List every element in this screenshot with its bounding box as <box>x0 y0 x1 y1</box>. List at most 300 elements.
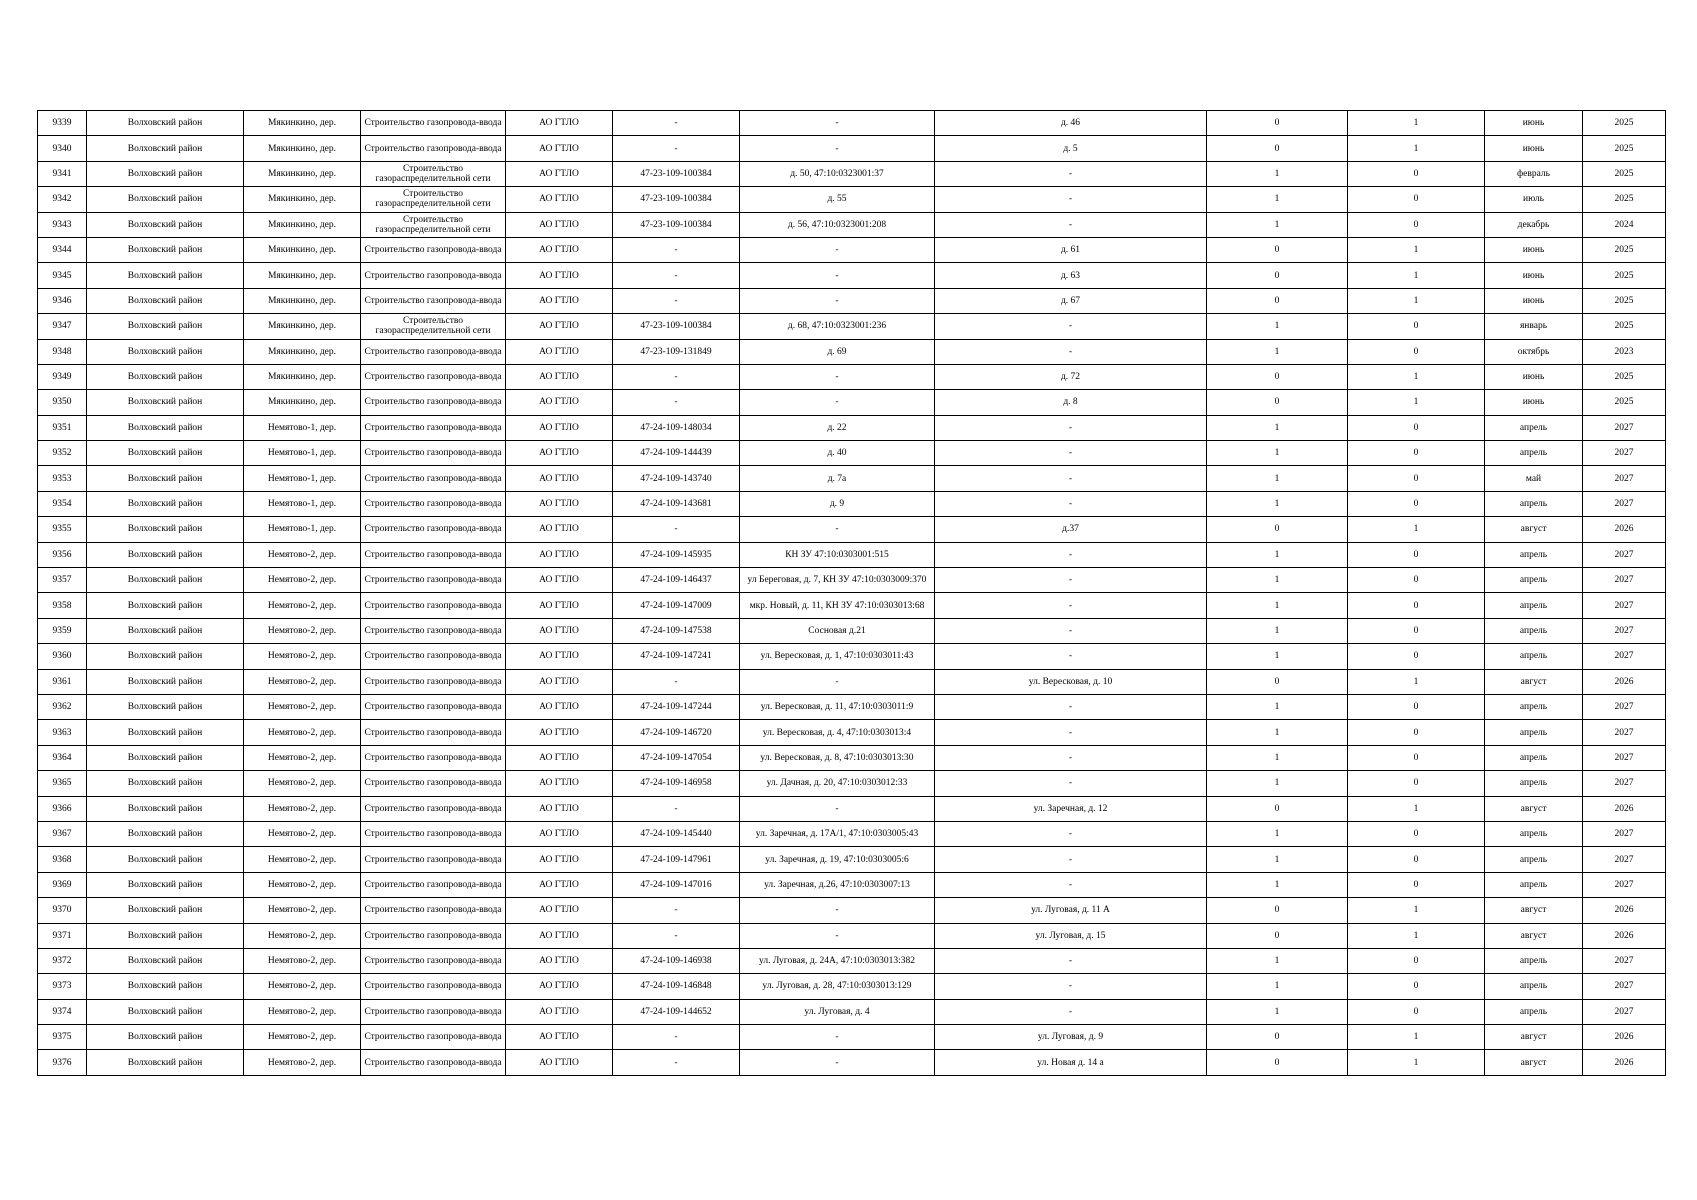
table-row <box>38 415 1666 440</box>
count-b-cell: 0 <box>1348 999 1485 1024</box>
object-cell: ул. Заречная, д.26, 47:10:0303007:13 <box>740 872 935 897</box>
count-a-cell: 1 <box>1207 644 1348 669</box>
year-cell: 2026 <box>1583 1025 1666 1050</box>
count-b-cell: 1 <box>1348 517 1485 542</box>
month-cell: август <box>1485 1025 1583 1050</box>
address-cell: д. 5 <box>935 136 1207 161</box>
work-type-cell: Строительство газопровода-ввода <box>361 821 506 846</box>
count-b-cell: 1 <box>1348 669 1485 694</box>
work-type-cell: Строительство газопровода-ввода <box>361 136 506 161</box>
organization-cell: АО ГТЛО <box>506 415 613 440</box>
row-number-cell: 9343 <box>38 212 87 237</box>
row-number-cell: 9339 <box>38 111 87 136</box>
row-number-cell: 9374 <box>38 999 87 1024</box>
table-row <box>38 390 1666 415</box>
work-type-cell: Строительство газопровода-ввода <box>361 415 506 440</box>
object-cell: - <box>740 1050 935 1075</box>
address-cell: д. 67 <box>935 288 1207 313</box>
object-cell: ул. Заречная, д. 19, 47:10:0303005:6 <box>740 847 935 872</box>
organization-cell: АО ГТЛО <box>506 491 613 516</box>
district-cell: Волховский район <box>87 1050 244 1075</box>
month-cell: апрель <box>1485 491 1583 516</box>
row-number-cell: 9347 <box>38 314 87 339</box>
organization-cell: АО ГТЛО <box>506 517 613 542</box>
row-number-cell: 9366 <box>38 796 87 821</box>
row-number-cell: 9372 <box>38 948 87 973</box>
month-cell: август <box>1485 923 1583 948</box>
work-type-cell: Строительство газопровода-ввода <box>361 898 506 923</box>
month-cell: апрель <box>1485 999 1583 1024</box>
year-cell: 2025 <box>1583 364 1666 389</box>
address-cell: - <box>935 948 1207 973</box>
work-type-cell: Строительство газопровода-ввода <box>361 390 506 415</box>
object-cell: д. 22 <box>740 415 935 440</box>
district-cell: Волховский район <box>87 466 244 491</box>
table-row <box>38 568 1666 593</box>
table-row <box>38 847 1666 872</box>
month-cell: июнь <box>1485 136 1583 161</box>
count-a-cell: 0 <box>1207 111 1348 136</box>
locality-cell: Мякинкино, дер. <box>244 161 361 186</box>
district-cell: Волховский район <box>87 720 244 745</box>
request-number-cell: - <box>613 923 740 948</box>
work-type-cell: Строительство газопровода-ввода <box>361 593 506 618</box>
object-cell: ул. Вересковая, д. 8, 47:10:0303013:30 <box>740 745 935 770</box>
request-number-cell: 47-23-109-100384 <box>613 161 740 186</box>
count-a-cell: 0 <box>1207 136 1348 161</box>
year-cell: 2027 <box>1583 491 1666 516</box>
year-cell: 2023 <box>1583 339 1666 364</box>
address-cell: - <box>935 745 1207 770</box>
count-a-cell: 0 <box>1207 364 1348 389</box>
count-b-cell: 0 <box>1348 745 1485 770</box>
month-cell: апрель <box>1485 872 1583 897</box>
month-cell: апрель <box>1485 644 1583 669</box>
work-type-cell: Строительство газопровода-ввода <box>361 872 506 897</box>
work-type-cell: Строительство газопровода-ввода <box>361 441 506 466</box>
work-type-cell: Строительство газораспределительной сети <box>361 314 506 339</box>
count-b-cell: 0 <box>1348 644 1485 669</box>
object-cell: - <box>740 263 935 288</box>
month-cell: август <box>1485 898 1583 923</box>
year-cell: 2026 <box>1583 517 1666 542</box>
count-a-cell: 0 <box>1207 288 1348 313</box>
work-type-cell: Строительство газопровода-ввода <box>361 568 506 593</box>
locality-cell: Мякинкино, дер. <box>244 111 361 136</box>
district-cell: Волховский район <box>87 339 244 364</box>
organization-cell: АО ГТЛО <box>506 339 613 364</box>
locality-cell: Мякинкино, дер. <box>244 136 361 161</box>
year-cell: 2027 <box>1583 694 1666 719</box>
table-row <box>38 212 1666 237</box>
address-cell: - <box>935 999 1207 1024</box>
count-b-cell: 0 <box>1348 187 1485 212</box>
locality-cell: Немятово-2, дер. <box>244 618 361 643</box>
month-cell: декабрь <box>1485 212 1583 237</box>
year-cell: 2026 <box>1583 669 1666 694</box>
year-cell: 2027 <box>1583 999 1666 1024</box>
request-number-cell: 47-23-109-100384 <box>613 187 740 212</box>
address-cell: - <box>935 542 1207 567</box>
request-number-cell: - <box>613 898 740 923</box>
table-row <box>38 821 1666 846</box>
district-cell: Волховский район <box>87 669 244 694</box>
locality-cell: Немятово-2, дер. <box>244 694 361 719</box>
year-cell: 2025 <box>1583 263 1666 288</box>
organization-cell: АО ГТЛО <box>506 593 613 618</box>
address-cell: - <box>935 491 1207 516</box>
row-number-cell: 9346 <box>38 288 87 313</box>
organization-cell: АО ГТЛО <box>506 237 613 262</box>
request-number-cell: - <box>613 1025 740 1050</box>
object-cell: д. 55 <box>740 187 935 212</box>
locality-cell: Немятово-2, дер. <box>244 1050 361 1075</box>
organization-cell: АО ГТЛО <box>506 948 613 973</box>
month-cell: июнь <box>1485 237 1583 262</box>
organization-cell: АО ГТЛО <box>506 847 613 872</box>
district-cell: Волховский район <box>87 745 244 770</box>
organization-cell: АО ГТЛО <box>506 568 613 593</box>
work-type-cell: Строительство газопровода-ввода <box>361 923 506 948</box>
locality-cell: Немятово-1, дер. <box>244 466 361 491</box>
object-cell: - <box>740 1025 935 1050</box>
locality-cell: Немятово-1, дер. <box>244 415 361 440</box>
row-number-cell: 9363 <box>38 720 87 745</box>
count-b-cell: 0 <box>1348 618 1485 643</box>
work-type-cell: Строительство газораспределительной сети <box>361 212 506 237</box>
request-number-cell: - <box>613 796 740 821</box>
month-cell: август <box>1485 1050 1583 1075</box>
table-row <box>38 187 1666 212</box>
count-a-cell: 0 <box>1207 898 1348 923</box>
address-cell: - <box>935 161 1207 186</box>
row-number-cell: 9350 <box>38 390 87 415</box>
count-a-cell: 1 <box>1207 314 1348 339</box>
address-cell: д. 61 <box>935 237 1207 262</box>
month-cell: июнь <box>1485 111 1583 136</box>
count-b-cell: 0 <box>1348 720 1485 745</box>
table-row <box>38 694 1666 719</box>
row-number-cell: 9349 <box>38 364 87 389</box>
year-cell: 2027 <box>1583 593 1666 618</box>
object-cell: Сосновая д.21 <box>740 618 935 643</box>
organization-cell: АО ГТЛО <box>506 466 613 491</box>
count-b-cell: 0 <box>1348 441 1485 466</box>
month-cell: апрель <box>1485 771 1583 796</box>
month-cell: апрель <box>1485 441 1583 466</box>
row-number-cell: 9369 <box>38 872 87 897</box>
row-number-cell: 9359 <box>38 618 87 643</box>
address-cell: ул. Вересковая, д. 10 <box>935 669 1207 694</box>
organization-cell: АО ГТЛО <box>506 390 613 415</box>
address-cell: ул. Луговая, д. 9 <box>935 1025 1207 1050</box>
district-cell: Волховский район <box>87 974 244 999</box>
month-cell: июнь <box>1485 390 1583 415</box>
object-cell: мкр. Новый, д. 11, КН ЗУ 47:10:0303013:68 <box>740 593 935 618</box>
district-cell: Волховский район <box>87 111 244 136</box>
object-cell: д. 50, 47:10:0323001:37 <box>740 161 935 186</box>
address-cell: д. 63 <box>935 263 1207 288</box>
object-cell: д. 9 <box>740 491 935 516</box>
month-cell: август <box>1485 796 1583 821</box>
locality-cell: Немятово-2, дер. <box>244 771 361 796</box>
district-cell: Волховский район <box>87 593 244 618</box>
work-type-cell: Строительство газопровода-ввода <box>361 618 506 643</box>
locality-cell: Мякинкино, дер. <box>244 237 361 262</box>
year-cell: 2027 <box>1583 821 1666 846</box>
organization-cell: АО ГТЛО <box>506 771 613 796</box>
count-b-cell: 0 <box>1348 568 1485 593</box>
request-number-cell: 47-24-109-147241 <box>613 644 740 669</box>
locality-cell: Немятово-2, дер. <box>244 948 361 973</box>
table-row <box>38 136 1666 161</box>
month-cell: октябрь <box>1485 339 1583 364</box>
count-a-cell: 1 <box>1207 948 1348 973</box>
table-row <box>38 923 1666 948</box>
work-type-cell: Строительство газопровода-ввода <box>361 669 506 694</box>
table-row <box>38 288 1666 313</box>
table-row <box>38 517 1666 542</box>
object-cell: ул. Луговая, д. 24А, 47:10:0303013:382 <box>740 948 935 973</box>
year-cell: 2027 <box>1583 542 1666 567</box>
address-cell: - <box>935 821 1207 846</box>
work-type-cell: Строительство газопровода-ввода <box>361 339 506 364</box>
work-type-cell: Строительство газопровода-ввода <box>361 644 506 669</box>
row-number-cell: 9371 <box>38 923 87 948</box>
row-number-cell: 9352 <box>38 441 87 466</box>
organization-cell: АО ГТЛО <box>506 720 613 745</box>
year-cell: 2027 <box>1583 847 1666 872</box>
organization-cell: АО ГТЛО <box>506 212 613 237</box>
object-cell: ул. Луговая, д. 28, 47:10:0303013:129 <box>740 974 935 999</box>
table-row <box>38 745 1666 770</box>
organization-cell: АО ГТЛО <box>506 694 613 719</box>
count-a-cell: 1 <box>1207 212 1348 237</box>
address-cell: - <box>935 314 1207 339</box>
work-type-cell: Строительство газопровода-ввода <box>361 694 506 719</box>
request-number-cell: 47-24-109-143740 <box>613 466 740 491</box>
row-number-cell: 9354 <box>38 491 87 516</box>
request-number-cell: 47-23-109-100384 <box>613 212 740 237</box>
row-number-cell: 9344 <box>38 237 87 262</box>
locality-cell: Немятово-2, дер. <box>244 821 361 846</box>
organization-cell: АО ГТЛО <box>506 745 613 770</box>
count-a-cell: 1 <box>1207 466 1348 491</box>
address-cell: ул. Луговая, д. 11 А <box>935 898 1207 923</box>
address-cell: - <box>935 441 1207 466</box>
year-cell: 2027 <box>1583 441 1666 466</box>
locality-cell: Немятово-2, дер. <box>244 644 361 669</box>
organization-cell: АО ГТЛО <box>506 161 613 186</box>
table-row <box>38 1025 1666 1050</box>
count-b-cell: 0 <box>1348 339 1485 364</box>
month-cell: апрель <box>1485 720 1583 745</box>
object-cell: - <box>740 288 935 313</box>
count-b-cell: 0 <box>1348 314 1485 339</box>
count-b-cell: 1 <box>1348 364 1485 389</box>
address-cell: д. 46 <box>935 111 1207 136</box>
locality-cell: Немятово-2, дер. <box>244 593 361 618</box>
request-number-cell: - <box>613 517 740 542</box>
count-a-cell: 1 <box>1207 821 1348 846</box>
address-cell: - <box>935 466 1207 491</box>
table-row <box>38 441 1666 466</box>
year-cell: 2027 <box>1583 644 1666 669</box>
address-cell: - <box>935 694 1207 719</box>
object-cell: - <box>740 923 935 948</box>
month-cell: апрель <box>1485 821 1583 846</box>
object-cell: д. 40 <box>740 441 935 466</box>
district-cell: Волховский район <box>87 923 244 948</box>
district-cell: Волховский район <box>87 872 244 897</box>
table-row <box>38 1050 1666 1075</box>
table-row <box>38 669 1666 694</box>
month-cell: апрель <box>1485 745 1583 770</box>
year-cell: 2027 <box>1583 872 1666 897</box>
table-row <box>38 111 1666 136</box>
locality-cell: Немятово-2, дер. <box>244 720 361 745</box>
count-a-cell: 1 <box>1207 720 1348 745</box>
request-number-cell: - <box>613 237 740 262</box>
row-number-cell: 9341 <box>38 161 87 186</box>
object-cell: д. 68, 47:10:0323001:236 <box>740 314 935 339</box>
request-number-cell: - <box>613 1050 740 1075</box>
month-cell: июнь <box>1485 263 1583 288</box>
table-body <box>38 111 1666 1076</box>
request-number-cell: 47-24-109-144439 <box>613 441 740 466</box>
organization-cell: АО ГТЛО <box>506 898 613 923</box>
request-number-cell: 47-24-109-146958 <box>613 771 740 796</box>
row-number-cell: 9342 <box>38 187 87 212</box>
object-cell: - <box>740 898 935 923</box>
row-number-cell: 9351 <box>38 415 87 440</box>
row-number-cell: 9348 <box>38 339 87 364</box>
request-number-cell: 47-23-109-131849 <box>613 339 740 364</box>
locality-cell: Немятово-1, дер. <box>244 491 361 516</box>
district-cell: Волховский район <box>87 390 244 415</box>
organization-cell: АО ГТЛО <box>506 441 613 466</box>
request-number-cell: 47-24-109-148034 <box>613 415 740 440</box>
district-cell: Волховский район <box>87 288 244 313</box>
row-number-cell: 9340 <box>38 136 87 161</box>
row-number-cell: 9358 <box>38 593 87 618</box>
year-cell: 2027 <box>1583 771 1666 796</box>
request-number-cell: 47-24-109-144652 <box>613 999 740 1024</box>
organization-cell: АО ГТЛО <box>506 669 613 694</box>
address-cell: ул. Новая д. 14 а <box>935 1050 1207 1075</box>
organization-cell: АО ГТЛО <box>506 923 613 948</box>
year-cell: 2027 <box>1583 974 1666 999</box>
month-cell: май <box>1485 466 1583 491</box>
object-cell: - <box>740 669 935 694</box>
count-a-cell: 1 <box>1207 745 1348 770</box>
organization-cell: АО ГТЛО <box>506 796 613 821</box>
request-number-cell: 47-24-109-145440 <box>613 821 740 846</box>
locality-cell: Мякинкино, дер. <box>244 339 361 364</box>
object-cell: - <box>740 237 935 262</box>
count-b-cell: 0 <box>1348 694 1485 719</box>
row-number-cell: 9376 <box>38 1050 87 1075</box>
request-number-cell: - <box>613 136 740 161</box>
address-cell: - <box>935 618 1207 643</box>
district-cell: Волховский район <box>87 237 244 262</box>
row-number-cell: 9357 <box>38 568 87 593</box>
count-b-cell: 1 <box>1348 136 1485 161</box>
count-b-cell: 0 <box>1348 974 1485 999</box>
row-number-cell: 9368 <box>38 847 87 872</box>
work-type-cell: Строительство газопровода-ввода <box>361 466 506 491</box>
year-cell: 2027 <box>1583 466 1666 491</box>
district-cell: Волховский район <box>87 821 244 846</box>
district-cell: Волховский район <box>87 542 244 567</box>
row-number-cell: 9373 <box>38 974 87 999</box>
work-type-cell: Строительство газопровода-ввода <box>361 237 506 262</box>
count-a-cell: 1 <box>1207 694 1348 719</box>
table-row <box>38 491 1666 516</box>
row-number-cell: 9370 <box>38 898 87 923</box>
count-b-cell: 1 <box>1348 111 1485 136</box>
year-cell: 2025 <box>1583 161 1666 186</box>
count-a-cell: 0 <box>1207 923 1348 948</box>
table-row <box>38 771 1666 796</box>
table-row <box>38 314 1666 339</box>
request-number-cell: 47-24-109-147009 <box>613 593 740 618</box>
count-a-cell: 1 <box>1207 339 1348 364</box>
organization-cell: АО ГТЛО <box>506 111 613 136</box>
count-a-cell: 0 <box>1207 263 1348 288</box>
work-type-cell: Строительство газопровода-ввода <box>361 542 506 567</box>
locality-cell: Мякинкино, дер. <box>244 314 361 339</box>
work-type-cell: Строительство газопровода-ввода <box>361 745 506 770</box>
count-a-cell: 1 <box>1207 618 1348 643</box>
table-row <box>38 466 1666 491</box>
table-row <box>38 948 1666 973</box>
district-cell: Волховский район <box>87 796 244 821</box>
count-a-cell: 1 <box>1207 847 1348 872</box>
locality-cell: Мякинкино, дер. <box>244 288 361 313</box>
object-cell: ул. Заречная, д. 17А/1, 47:10:0303005:43 <box>740 821 935 846</box>
address-cell: - <box>935 847 1207 872</box>
district-cell: Волховский район <box>87 187 244 212</box>
address-cell: - <box>935 593 1207 618</box>
count-a-cell: 1 <box>1207 974 1348 999</box>
count-b-cell: 1 <box>1348 796 1485 821</box>
organization-cell: АО ГТЛО <box>506 187 613 212</box>
count-a-cell: 0 <box>1207 1025 1348 1050</box>
count-b-cell: 1 <box>1348 263 1485 288</box>
district-cell: Волховский район <box>87 898 244 923</box>
object-cell: - <box>740 390 935 415</box>
request-number-cell: - <box>613 390 740 415</box>
work-type-cell: Строительство газопровода-ввода <box>361 288 506 313</box>
district-cell: Волховский район <box>87 948 244 973</box>
year-cell: 2025 <box>1583 187 1666 212</box>
row-number-cell: 9365 <box>38 771 87 796</box>
district-cell: Волховский район <box>87 847 244 872</box>
object-cell: ул. Вересковая, д. 4, 47:10:0303013:4 <box>740 720 935 745</box>
table-row <box>38 161 1666 186</box>
table-row <box>38 237 1666 262</box>
year-cell: 2025 <box>1583 111 1666 136</box>
year-cell: 2025 <box>1583 136 1666 161</box>
work-type-cell: Строительство газопровода-ввода <box>361 111 506 136</box>
work-type-cell: Строительство газопровода-ввода <box>361 999 506 1024</box>
district-cell: Волховский район <box>87 771 244 796</box>
count-a-cell: 0 <box>1207 796 1348 821</box>
work-type-cell: Строительство газопровода-ввода <box>361 847 506 872</box>
district-cell: Волховский район <box>87 1025 244 1050</box>
count-a-cell: 0 <box>1207 237 1348 262</box>
